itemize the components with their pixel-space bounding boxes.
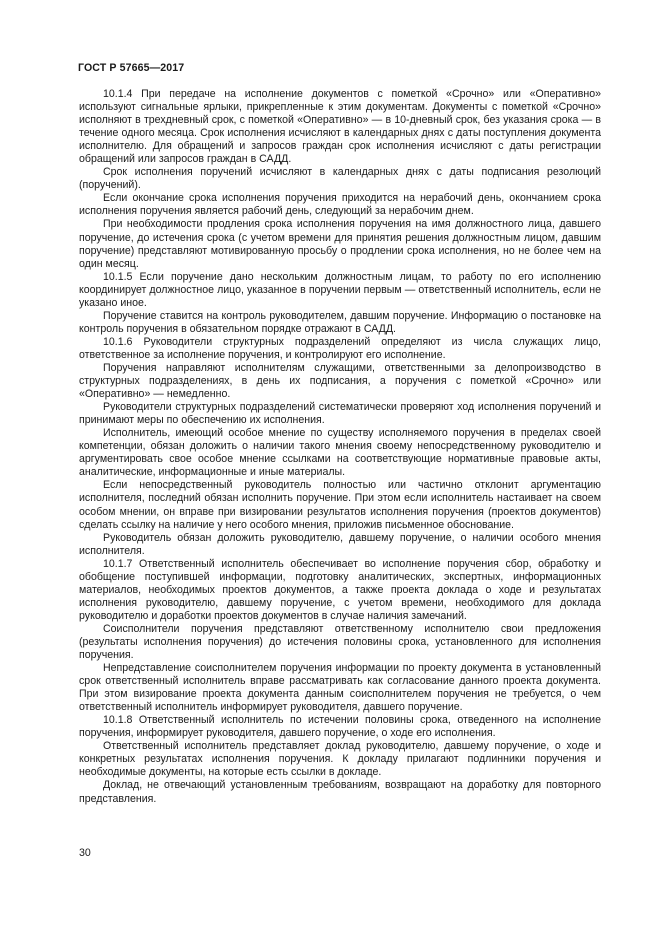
paragraph: Соисполнители поручения представляют ответственному исполнителю свои предложения (результаты исполнения поручения) до истечения половины срока, установленного для исполнения поручения. (79, 622, 601, 662)
paragraph-10-1-5: 10.1.5 Если поручение дано нескольким должностным лицам, то работу по его исполнению координирует должностное лицо, указанное в поручении первым — ответственный исполнитель, если не указано иное. (79, 270, 601, 309)
page-number: 30 (79, 847, 91, 859)
paragraph: Ответственный исполнитель представляет доклад руководителю, давшему поручение, о ходе и конкретных результатах исполнения поручения. К докладу прилагают подлинники поручения и необходимые документы, на которые есть ссылки в докладе. (79, 740, 601, 779)
paragraph: Непредставление соисполнителем поручения информации по проекту документа в установленный срок ответственный исполнитель вправе рассматривать как согласование данного проекта документа. При этом визирование проекта документа данным соисполнителем поручения не требуется, о чем ответственный исполнитель информирует руководителя, давшего поручение. (79, 662, 601, 714)
paragraph: Если окончание срока исполнения поручения приходится на нерабочий день, окончанием срока исполнения поручения является рабочий день, следующий за нерабочим днем. (79, 192, 601, 218)
paragraph-10-1-4: 10.1.4 При передаче на исполнение документов с пометкой «Срочно» или «Оперативно» используют сигнальные ярлыки, прикрепленные к этим документам. Документы с пометкой «Срочно» исполняют в трехдневный срок, с пометкой «Оперативно» — в 10-дневный срок, без указания срока — в течение одного месяца. Срок исполнения исчисляют в календарных днях с даты поступления документа исполнителю. Для обращений и запросов граждан срок исполнения исчисляют с даты регистрации обращений или запросов граждан в САДД. (79, 88, 601, 166)
paragraph-10-1-7: 10.1.7 Ответственный исполнитель обеспечивает во исполнение поручения сбор, обработку и обобщение поступившей информации, подготовку аналитических, экспертных, информационных материалов, необходимых проектов документов, а также проекта доклада о ходе и результатах исполнения руководителю, давшему поручение, с учетом времени, необходимого для доклада руководителю и доработки проектов документов в случае наличия замечаний. (79, 557, 601, 622)
paragraph-10-1-8: 10.1.8 Ответственный исполнитель по истечении половины срока, отведенного на исполнение поручения, информирует руководителя, давшего поручение, о ходе его исполнения. (79, 714, 601, 740)
standard-header: ГОСТ Р 57665—2017 (78, 62, 185, 74)
paragraph: Поручения направляют исполнителям служащими, ответственными за делопроизводство в структурных подразделениях, в день их подписания, а поручения с пометкой «Срочно» или «Оперативно» — немедленно. (79, 361, 601, 401)
paragraph: Поручение ставится на контроль руководителем, давшим поручение. Информацию о постановке на контроль поручения в обязательном порядке отражают в САДД. (79, 309, 601, 335)
paragraph: Доклад, не отвечающий установленным требованиям, возвращают на доработку для повторного представления. (79, 779, 601, 805)
paragraph: При необходимости продления срока исполнения поручения на имя должностного лица, давшего поручение, до истечения срока (с учетом времени для принятия решения должностным лицом, давшим поручение) представляют мотивированную просьбу о продлении срока исполнения, но не более чем на один месяц. (79, 218, 601, 270)
body-text (79, 88, 601, 806)
paragraph: Если непосредственный руководитель полностью или частично отклонит аргументацию исполнителя, последний обязан исполнить поручение. При этом если исполнитель настаивает на своем особом мнении, он вправе при визировании результатов исполнения поручения (проектов документов) сделать ссылку на наличие у него особого мнения, приложив письменное обоснование. (79, 479, 601, 531)
paragraph: Руководители структурных подразделений систематически проверяют ход исполнения поручений и принимают меры по обеспечению их исполнения. (79, 401, 601, 427)
paragraph-10-1-6: 10.1.6 Руководители структурных подразделений определяют из числа служащих лицо, ответственное за исполнение поручения, и контролируют его исполнение. (79, 335, 601, 361)
paragraph: Руководитель обязан доложить руководителю, давшему поручение, о наличии особого мнения исполнителя. (79, 531, 601, 557)
paragraph: Исполнитель, имеющий особое мнение по существу исполняемого поручения в пределах своей компетенции, обязан доложить о наличии такого мнения своему непосредственному руководителю и аргументировать свое особое мнение ссылками на соответствующие нормативные правовые акты, аналитические, информационные и иные материалы. (79, 427, 601, 479)
paragraph: Срок исполнения поручений исчисляют в календарных днях с даты подписания резолюций (поручений). (79, 166, 601, 192)
